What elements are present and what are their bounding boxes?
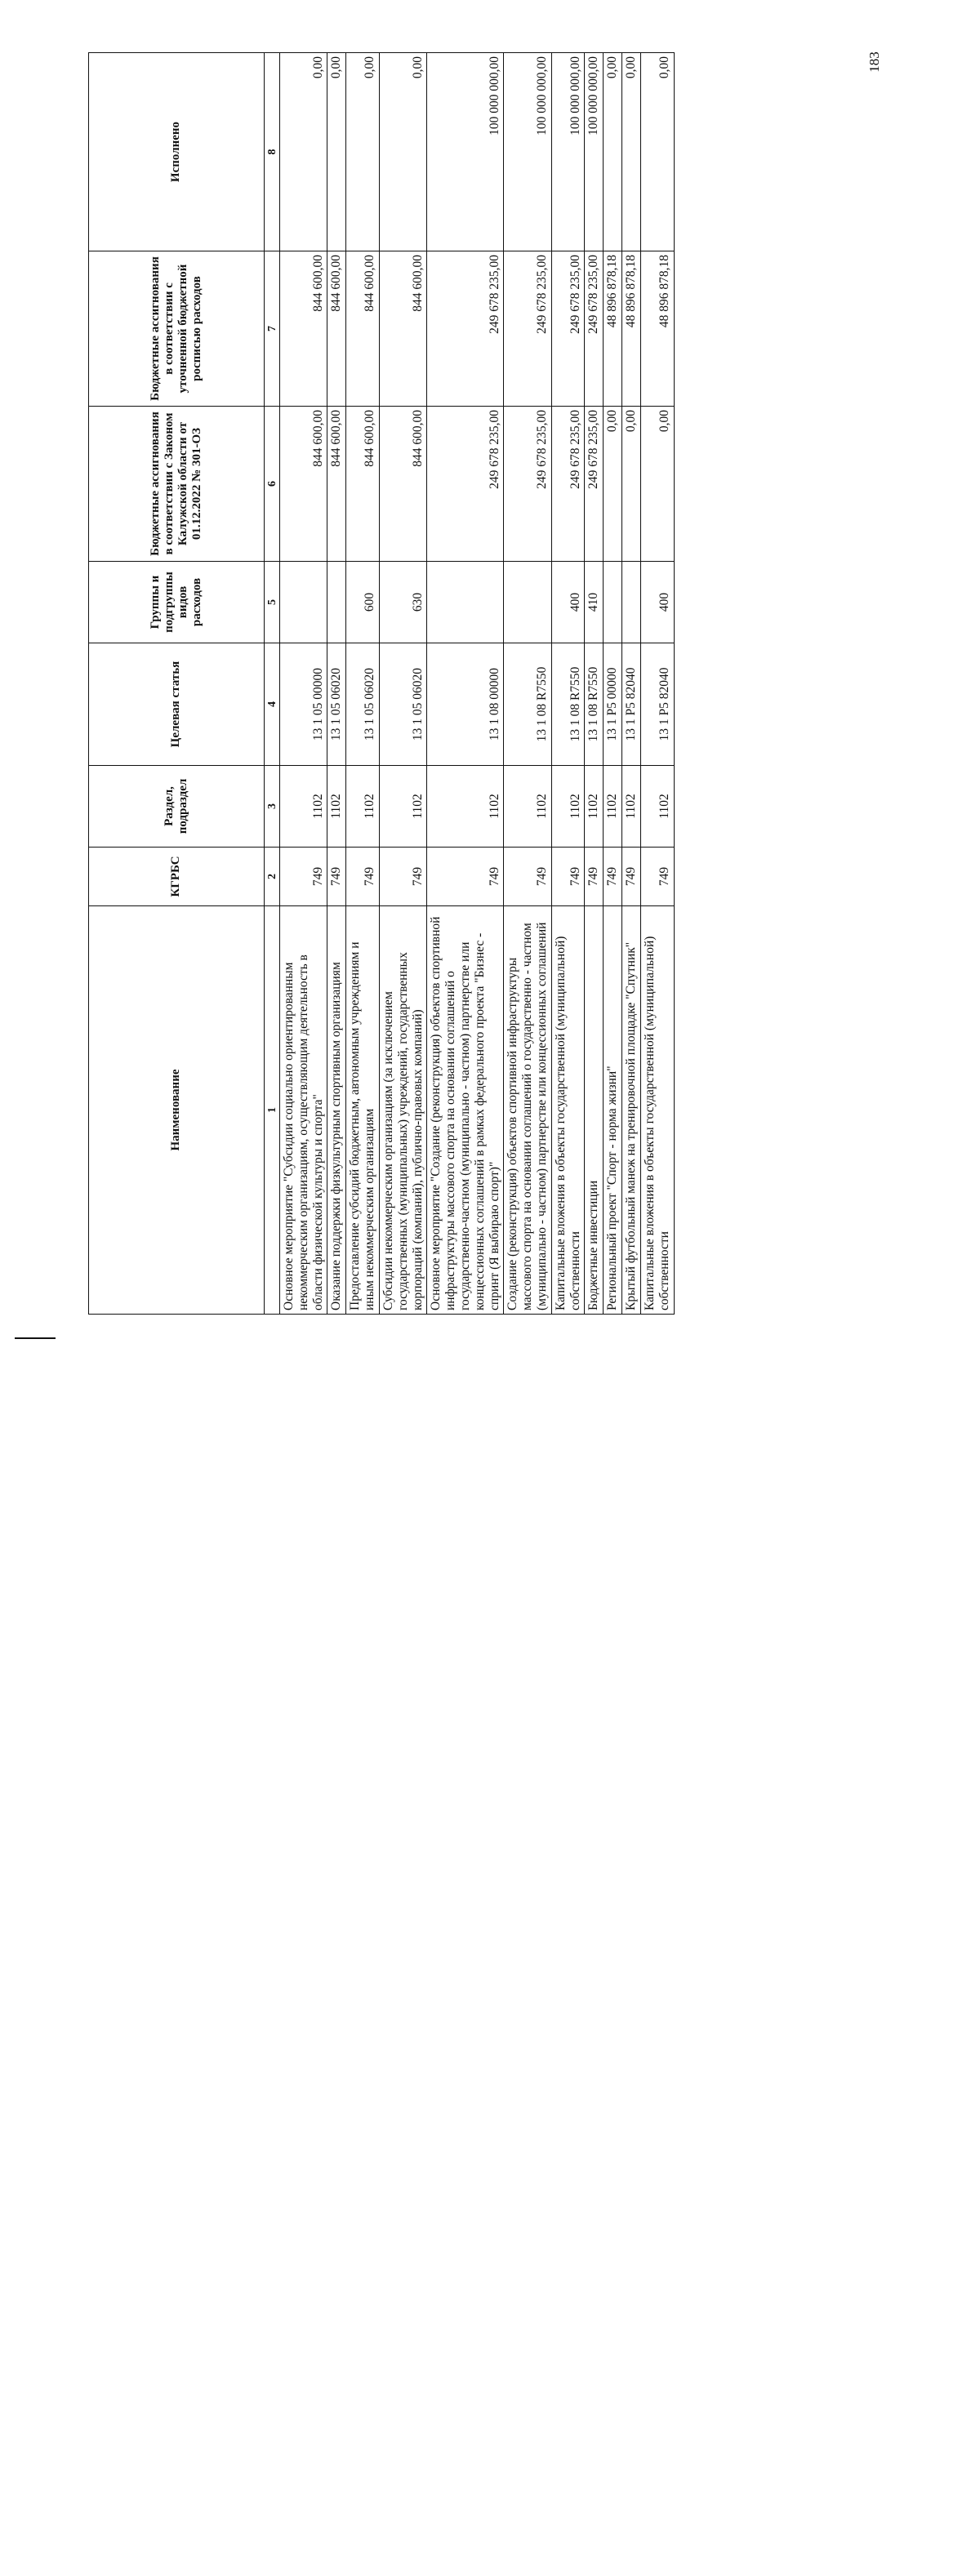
row-ispolneno: 0,00 bbox=[622, 53, 641, 251]
table-row bbox=[327, 53, 346, 1315]
header-kgrbs: КГРБС bbox=[89, 848, 265, 906]
row-law: 249 678 235,00 bbox=[551, 407, 585, 562]
table-row bbox=[640, 53, 674, 1315]
column-number: 3 bbox=[265, 766, 280, 848]
row-rospis: 844 600,00 bbox=[327, 251, 346, 407]
row-tselevaya: 13 1 P5 82040 bbox=[622, 643, 641, 766]
row-ispolneno: 100 000 000,00 bbox=[427, 53, 504, 251]
row-vid bbox=[604, 562, 622, 643]
row-razdel: 1102 bbox=[604, 766, 622, 848]
row-law: 844 600,00 bbox=[327, 407, 346, 562]
row-tselevaya: 13 1 P5 00000 bbox=[604, 643, 622, 766]
row-rospis: 249 678 235,00 bbox=[585, 251, 604, 407]
row-kgrbs: 749 bbox=[504, 848, 551, 906]
row-ispolneno: 0,00 bbox=[346, 53, 380, 251]
row-name: Создание (реконструкция) объектов спортивной инфраструктуры массового спорта на основании соглашений о государственно - частном (муниципально - частном) партнерстве или концессионных соглашений bbox=[504, 906, 551, 1315]
header-law: Бюджетные ассигнования в соответствии с Законом Калужской области от 01.12.2022 № 301-ОЗ bbox=[89, 407, 265, 562]
row-tselevaya: 13 1 05 06020 bbox=[379, 643, 426, 766]
table-row bbox=[280, 53, 327, 1315]
row-law: 0,00 bbox=[640, 407, 674, 562]
row-ispolneno: 0,00 bbox=[604, 53, 622, 251]
column-number-row bbox=[265, 53, 280, 1315]
row-kgrbs: 749 bbox=[327, 848, 346, 906]
row-kgrbs: 749 bbox=[585, 848, 604, 906]
column-number: 2 bbox=[265, 848, 280, 906]
row-razdel: 1102 bbox=[327, 766, 346, 848]
row-ispolneno: 0,00 bbox=[379, 53, 426, 251]
row-rospis: 48 896 878,18 bbox=[622, 251, 641, 407]
header-ispolneno: Исполнено bbox=[89, 53, 265, 251]
header-row bbox=[89, 53, 265, 1315]
row-name: Субсидии некоммерческим организациям (за исключением государственных (муниципальных) учреждений, государственных корпораций (компаний), публично-правовых компаний) bbox=[379, 906, 426, 1315]
row-name: Региональный проект "Спорт - норма жизни" bbox=[604, 906, 622, 1315]
row-kgrbs: 749 bbox=[622, 848, 641, 906]
row-kgrbs: 749 bbox=[640, 848, 674, 906]
row-law: 844 600,00 bbox=[280, 407, 327, 562]
row-vid: 400 bbox=[551, 562, 585, 643]
row-ispolneno: 100 000 000,00 bbox=[585, 53, 604, 251]
row-ispolneno: 100 000 000,00 bbox=[551, 53, 585, 251]
row-vid: 410 bbox=[585, 562, 604, 643]
row-tselevaya: 13 1 08 R7550 bbox=[585, 643, 604, 766]
row-tselevaya: 13 1 08 R7550 bbox=[504, 643, 551, 766]
row-name: Капитальные вложения в объекты государственной (муниципальной) собственности bbox=[640, 906, 674, 1315]
row-tselevaya: 13 1 05 06020 bbox=[346, 643, 380, 766]
row-kgrbs: 749 bbox=[427, 848, 504, 906]
row-vid bbox=[504, 562, 551, 643]
row-rospis: 844 600,00 bbox=[379, 251, 426, 407]
row-rospis: 249 678 235,00 bbox=[427, 251, 504, 407]
row-rospis: 48 896 878,18 bbox=[604, 251, 622, 407]
row-kgrbs: 749 bbox=[551, 848, 585, 906]
column-number: 8 bbox=[265, 53, 280, 251]
row-ispolneno: 0,00 bbox=[640, 53, 674, 251]
row-kgrbs: 749 bbox=[280, 848, 327, 906]
header-tselevaya: Целевая статья bbox=[89, 643, 265, 766]
page-number: 183 bbox=[866, 51, 882, 73]
row-razdel: 1102 bbox=[346, 766, 380, 848]
row-tselevaya: 13 1 05 06020 bbox=[327, 643, 346, 766]
table-row bbox=[346, 53, 380, 1315]
row-tselevaya: 13 1 P5 82040 bbox=[640, 643, 674, 766]
row-razdel: 1102 bbox=[504, 766, 551, 848]
header-name: Наименование bbox=[89, 906, 265, 1315]
row-law: 0,00 bbox=[622, 407, 641, 562]
row-name: Крытый футбольный манеж на тренировочной площадке "Спутник" bbox=[622, 906, 641, 1315]
row-ispolneno: 0,00 bbox=[280, 53, 327, 251]
table-row bbox=[585, 53, 604, 1315]
row-law: 0,00 bbox=[604, 407, 622, 562]
row-law: 249 678 235,00 bbox=[427, 407, 504, 562]
row-rospis: 249 678 235,00 bbox=[504, 251, 551, 407]
table-row bbox=[604, 53, 622, 1315]
header-razdel: Раздел, подраздел bbox=[89, 766, 265, 848]
row-kgrbs: 749 bbox=[604, 848, 622, 906]
row-law: 844 600,00 bbox=[346, 407, 380, 562]
row-vid: 400 bbox=[640, 562, 674, 643]
row-vid bbox=[622, 562, 641, 643]
row-rospis: 844 600,00 bbox=[280, 251, 327, 407]
column-number: 4 bbox=[265, 643, 280, 766]
row-razdel: 1102 bbox=[585, 766, 604, 848]
row-ispolneno: 0,00 bbox=[327, 53, 346, 251]
row-name: Основное мероприятие "Создание (реконструкция) объектов спортивной инфраструктуры массового спорта на основании соглашений о государственно-частном (муниципально - частном) партнерстве или концессионных соглашений в рамках федерального проекта "Бизнес - спринт (Я выбираю спорт)" bbox=[427, 906, 504, 1315]
row-tselevaya: 13 1 05 00000 bbox=[280, 643, 327, 766]
rotated-table-frame bbox=[88, 53, 929, 1315]
row-razdel: 1102 bbox=[379, 766, 426, 848]
row-ispolneno: 100 000 000,00 bbox=[504, 53, 551, 251]
table-row bbox=[622, 53, 641, 1315]
row-rospis: 249 678 235,00 bbox=[551, 251, 585, 407]
row-razdel: 1102 bbox=[640, 766, 674, 848]
table-row bbox=[427, 53, 504, 1315]
row-name: Основное мероприятие "Субсидии социально ориентированным некоммерческим организациям, осуществляющим деятельность в области физической культуры и спорта" bbox=[280, 906, 327, 1315]
budget-table bbox=[88, 52, 675, 1315]
header-rospis: Бюджетные ассигнования в соответствии с уточненной бюджетной росписью расходов bbox=[89, 251, 265, 407]
row-kgrbs: 749 bbox=[346, 848, 380, 906]
row-vid bbox=[327, 562, 346, 643]
row-tselevaya: 13 1 08 00000 bbox=[427, 643, 504, 766]
row-razdel: 1102 bbox=[551, 766, 585, 848]
row-kgrbs: 749 bbox=[379, 848, 426, 906]
column-number: 6 bbox=[265, 407, 280, 562]
row-razdel: 1102 bbox=[427, 766, 504, 848]
row-razdel: 1102 bbox=[622, 766, 641, 848]
row-vid: 630 bbox=[379, 562, 426, 643]
row-vid: 600 bbox=[346, 562, 380, 643]
column-number: 5 bbox=[265, 562, 280, 643]
row-razdel: 1102 bbox=[280, 766, 327, 848]
column-number: 7 bbox=[265, 251, 280, 407]
table-row bbox=[379, 53, 426, 1315]
row-tselevaya: 13 1 08 R7550 bbox=[551, 643, 585, 766]
row-name: Капитальные вложения в объекты государственной (муниципальной) собственности bbox=[551, 906, 585, 1315]
row-vid bbox=[427, 562, 504, 643]
margin-mark bbox=[15, 1337, 56, 1339]
table-row bbox=[551, 53, 585, 1315]
row-rospis: 48 896 878,18 bbox=[640, 251, 674, 407]
row-vid bbox=[280, 562, 327, 643]
row-law: 249 678 235,00 bbox=[585, 407, 604, 562]
row-rospis: 844 600,00 bbox=[346, 251, 380, 407]
row-law: 844 600,00 bbox=[379, 407, 426, 562]
table-row bbox=[504, 53, 551, 1315]
row-name: Предоставление субсидий бюджетным, автономным учреждениям и иным некоммерческим организациям bbox=[346, 906, 380, 1315]
row-law: 249 678 235,00 bbox=[504, 407, 551, 562]
header-vid: Группы и подгруппы видов расходов bbox=[89, 562, 265, 643]
row-name: Оказание поддержки физкультурным спортивным организациям bbox=[327, 906, 346, 1315]
row-name: Бюджетные инвестиции bbox=[585, 906, 604, 1315]
column-number: 1 bbox=[265, 906, 280, 1315]
